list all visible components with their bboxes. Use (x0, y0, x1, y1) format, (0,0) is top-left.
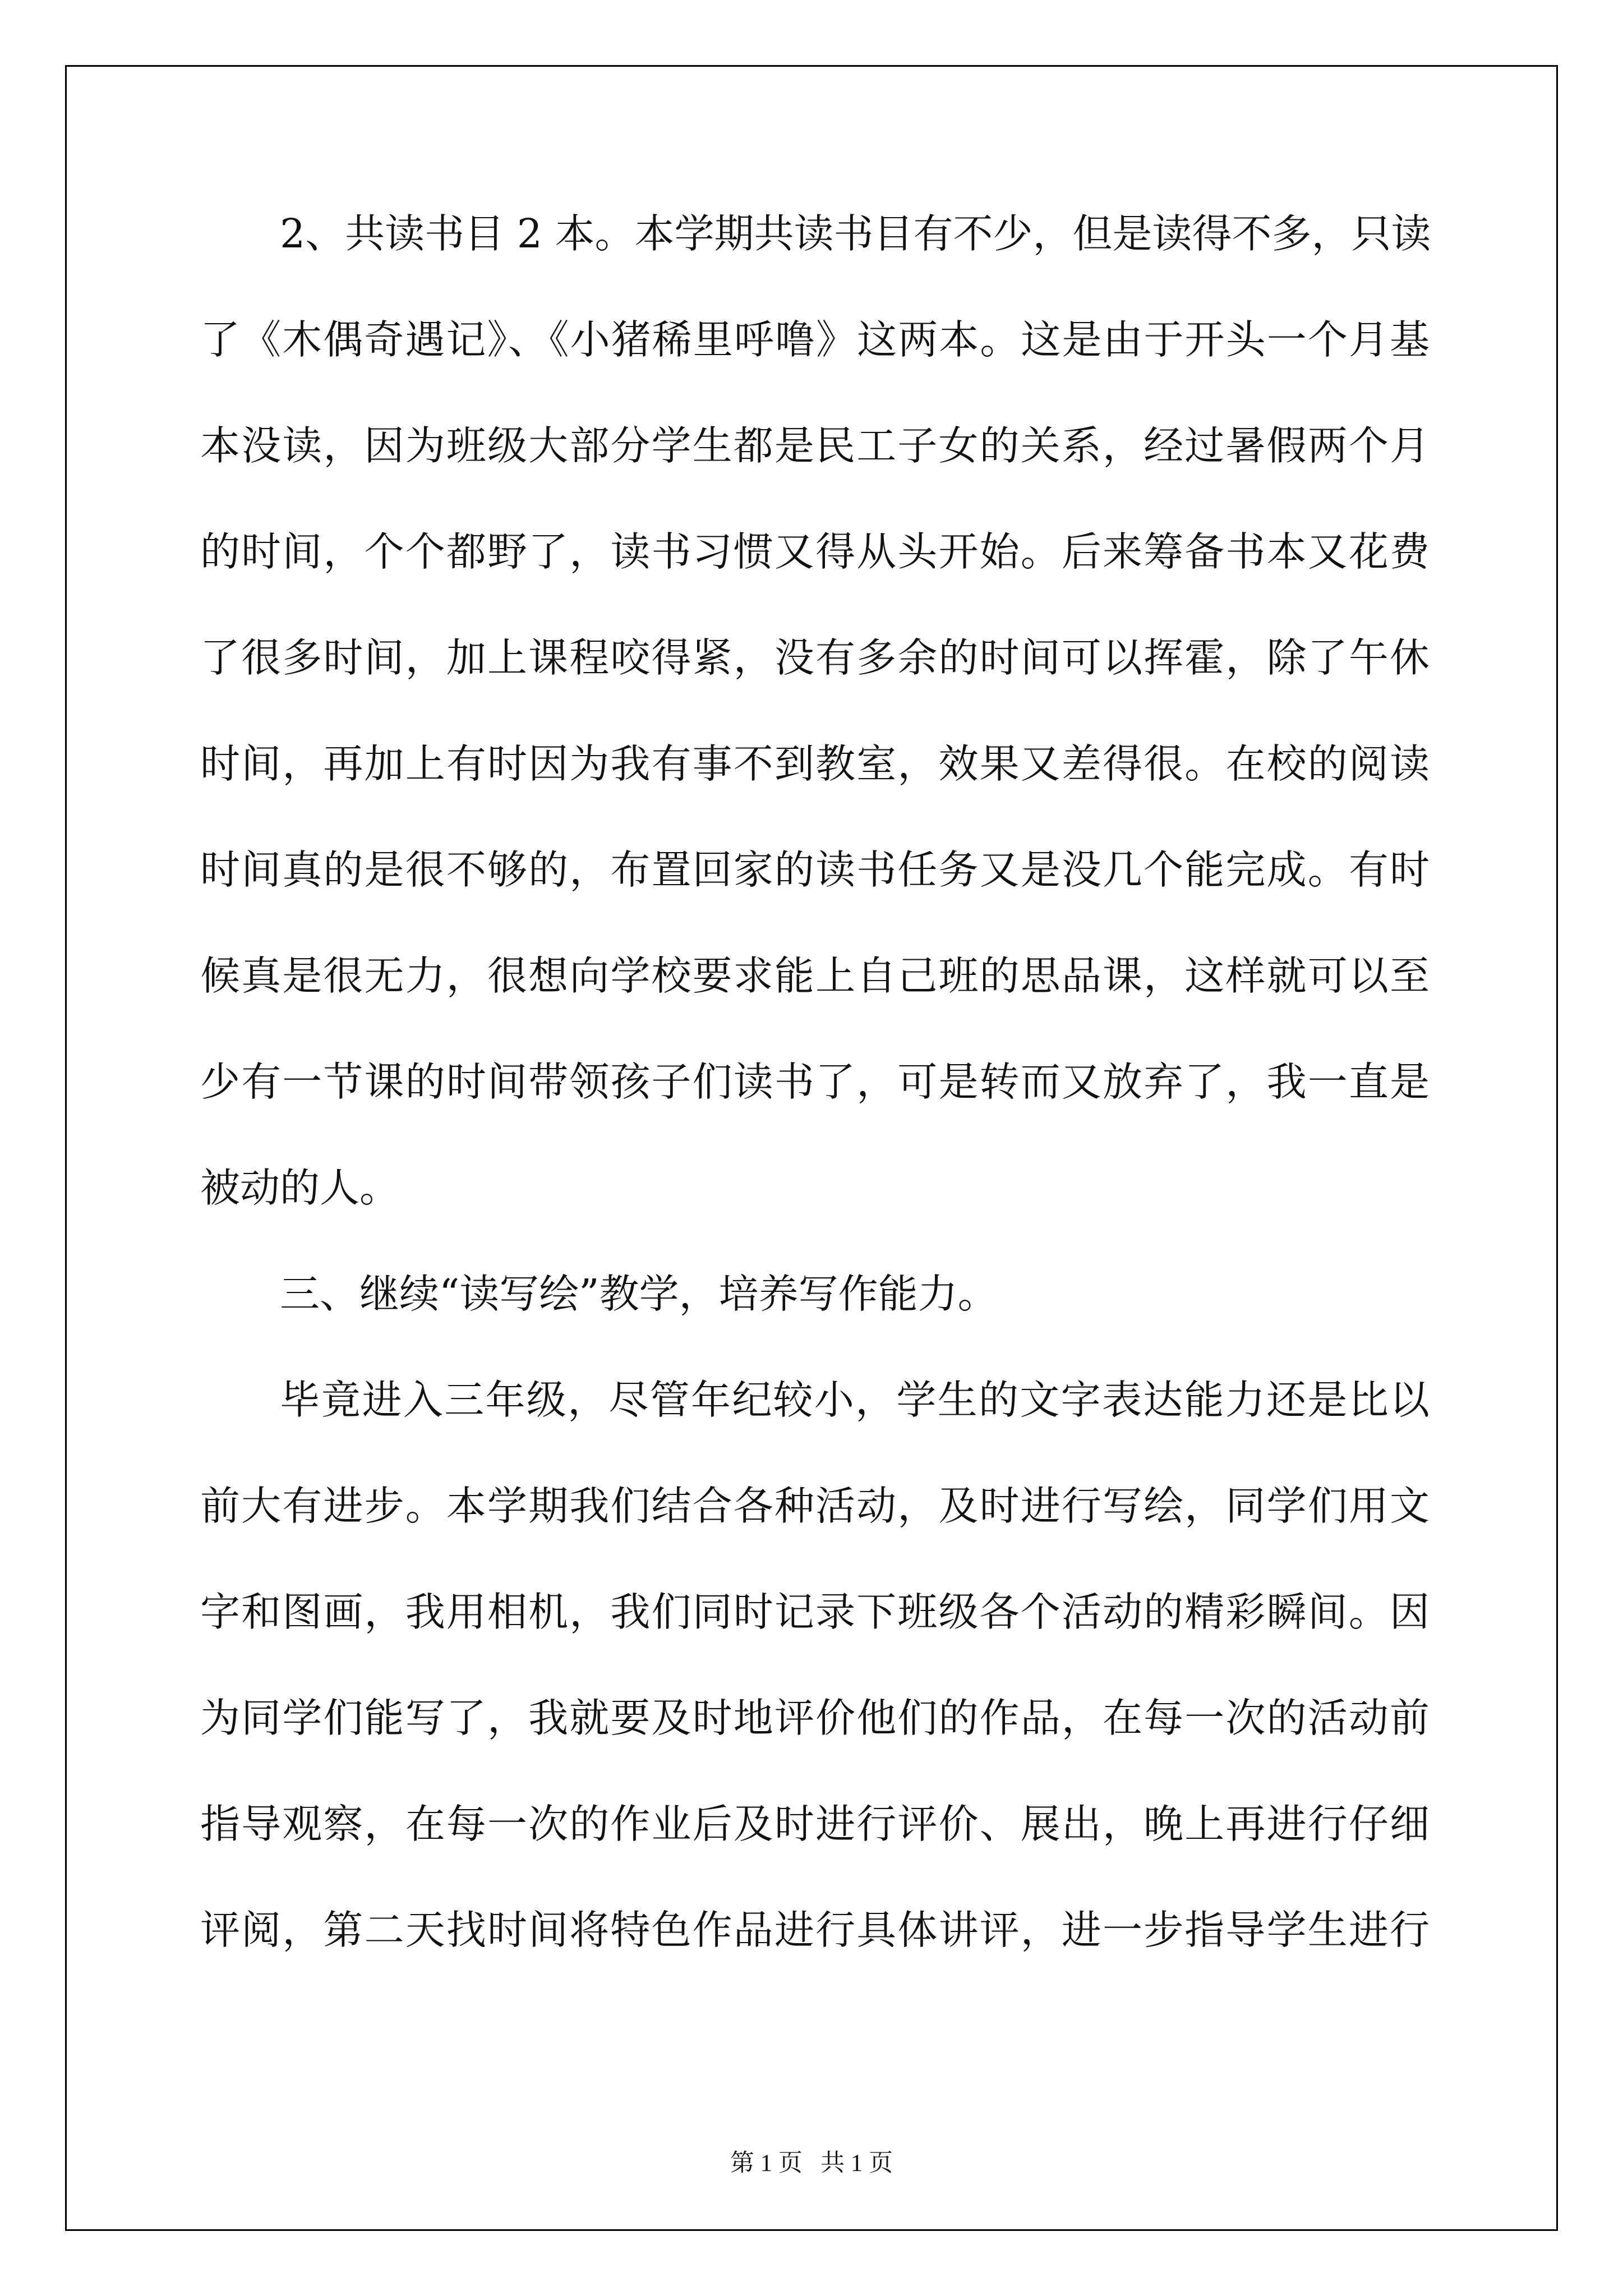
page-number-footer: 第 1 页 共 1 页 (730, 2150, 893, 2177)
text-line: 为同学们能写了，我就要及时地评价他们的作品，在每一次的活动前 (200, 1695, 1430, 1741)
text-line: 时间真的是很不够的，布置回家的读书任务又是没几个能完成。有时 (200, 846, 1430, 893)
text-line: 被动的人。 (200, 1165, 400, 1211)
text-line: 候真是很无力，很想向学校要求能上自己班的思品课，这样就可以至 (200, 953, 1430, 999)
text-line: 评阅，第二天找时间将特色作品进行具体讲评，进一步指导学生进行 (200, 1907, 1430, 1953)
text-line: 的时间，个个都野了，读书习惯又得从头开始。后来筹备书本又花费 (200, 528, 1430, 575)
text-line: 毕竟进入三年级，尽管年纪较小，学生的文字表达能力还是比以 (280, 1377, 1430, 1423)
text-line: 三、继续“读写绘”教学，培养写作能力。 (280, 1271, 998, 1317)
text-line: 少有一节课的时间带领孩子们读书了，可是转而又放弃了，我一直是 (200, 1059, 1430, 1105)
text-line: 本没读，因为班级大部分学生都是民工子女的关系，经过暑假两个月 (200, 422, 1430, 469)
text-line: 指导观察，在每一次的作业后及时进行评价、展出，晚上再进行仔细 (200, 1801, 1430, 1847)
text-line: 了《木偶奇遇记》、《小猪稀里呼噜》这两本。这是由于开头一个月基 (200, 316, 1430, 363)
text-line: 了很多时间，加上课程咬得紧，没有多余的时间可以挥霍，除了午休 (200, 634, 1430, 681)
document-body (200, 210, 1431, 2017)
text-line: 前大有进步。本学期我们结合各种活动，及时进行写绘，同学们用文 (200, 1483, 1430, 1529)
text-line: 字和图画，我用相机，我们同时记录下班级各个活动的精彩瞬间。因 (200, 1589, 1430, 1635)
text-line: 时间，再加上有时因为我有事不到教室，效果又差得很。在校的阅读 (200, 740, 1430, 787)
text-line: 2、共读书目 2 本。本学期共读书目有不少，但是读得不多，只读 (280, 210, 1431, 257)
